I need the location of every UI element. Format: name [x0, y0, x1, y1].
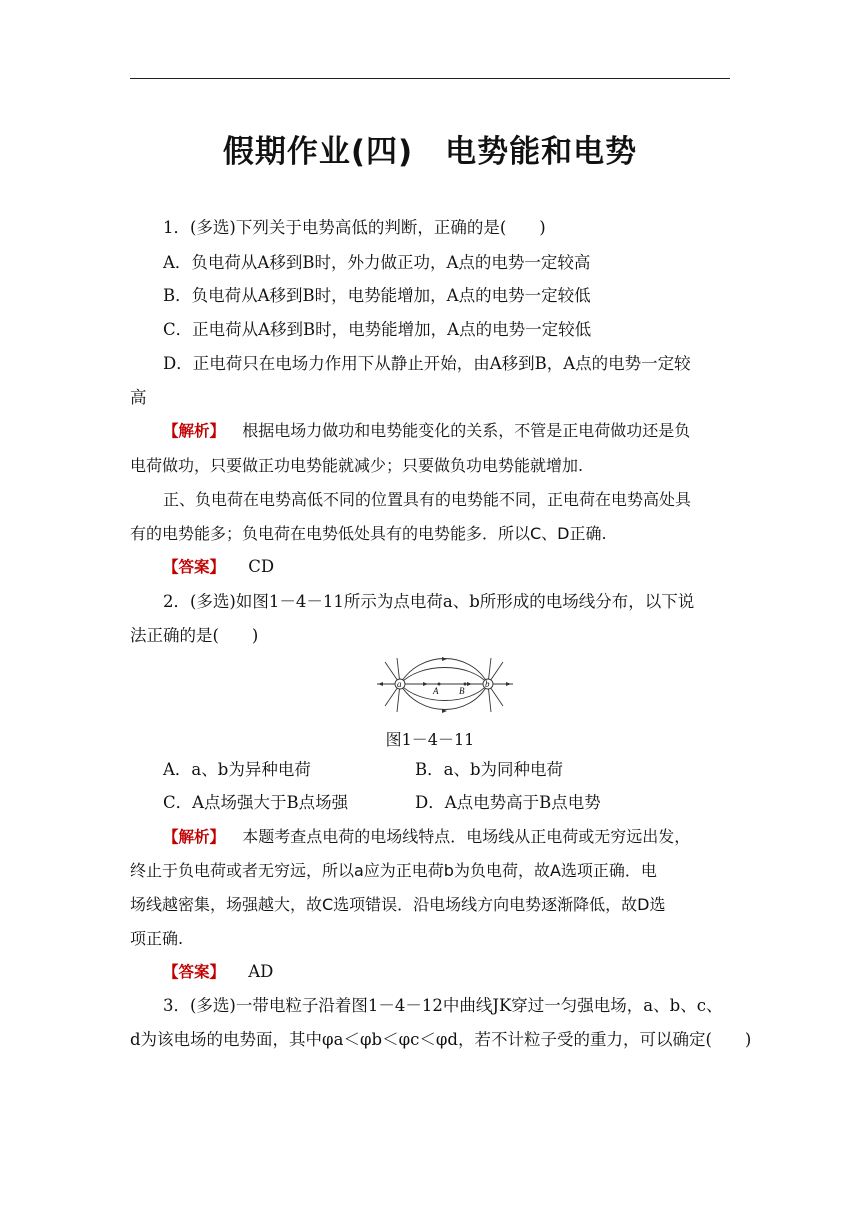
- arrow-right: [506, 682, 511, 686]
- label-b: b: [485, 679, 490, 689]
- q2-option-d: D．A点电势高于B点电势: [415, 793, 601, 812]
- q1-answer-tag: 【答案】: [163, 558, 226, 576]
- label-A: A: [433, 686, 439, 696]
- figure-caption: 图1－4－11: [385, 730, 475, 749]
- q2-analysis-line1: [163, 827, 690, 847]
- q3-stem-line2: d为该电场的电势面，其中φa＜φb＜φc＜φd，若不计粒子受的重力，可以确定( ): [130, 1030, 752, 1049]
- q1-option-d-cont: 高: [130, 388, 147, 407]
- q2-option-c: C．A点场强大于B点场强: [163, 793, 349, 812]
- page-title: 假期作业(四) 电势能和电势: [222, 134, 638, 170]
- field-line-bottom-inner: [400, 684, 488, 701]
- field-line-top-outer: [400, 659, 488, 685]
- arrow-top: [442, 657, 447, 661]
- field-line-top-inner: [400, 668, 488, 685]
- q2-analysis-line4: 项正确.: [130, 929, 184, 948]
- q1-answer-line: [163, 557, 274, 577]
- q2-answer-tag: 【答案】: [163, 963, 226, 981]
- q2-analysis-line2: 终止于负电荷或者无穷远，所以a应为正电荷b为负电荷，故A选项正确．电: [130, 861, 657, 880]
- q2-option-b: B．a、b为同种电荷: [415, 760, 564, 779]
- q2-analysis-text1: 本题考查点电荷的电场线特点．电场线从正电荷或无穷远出发，: [242, 827, 691, 846]
- q1-option-b: B．负电荷从A移到B时，电势能增加，A点的电势一定较低: [163, 286, 591, 305]
- q2-option-a: A．a、b为异种电荷: [163, 760, 311, 779]
- arrow-axis-2: [467, 682, 472, 686]
- figure-electric-field-lines: [375, 652, 515, 724]
- field-line-bottom-outer: [400, 684, 488, 710]
- q2-answer: AD: [248, 962, 274, 981]
- q1-analysis-line4: 有的电势能多；负电荷在电势低处具有的电势能多．所以C、D正确.: [130, 524, 607, 543]
- arrow-axis-1: [423, 682, 428, 686]
- q1-analysis-line2: 电荷做功，只要做正功电势能就减少；只要做负功电势能就增加.: [130, 456, 584, 475]
- q2-stem-line2: 法正确的是( ): [130, 626, 259, 645]
- label-B: B: [459, 686, 465, 696]
- header-rule: [130, 78, 730, 79]
- q1-analysis-tag: 【解析】: [163, 422, 226, 440]
- q2-analysis-line3: 场线越密集，场强越大，故C选项错误．沿电场线方向电势逐渐降低，故D选: [130, 895, 666, 914]
- q1-answer: CD: [248, 557, 275, 576]
- q1-stem: 1．(多选)下列关于电势高低的判断，正确的是( ): [163, 218, 546, 237]
- q3-stem-line1: 3．(多选)一带电粒子沿着图1－4－12中曲线JK穿过一匀强电场，a、b、c、: [163, 996, 723, 1015]
- q1-option-a: A．负电荷从A移到B时，外力做正功，A点的电势一定较高: [163, 253, 591, 272]
- q1-analysis-text1: 根据电场力做功和电势能变化的关系，不管是正电荷做功还是负: [242, 421, 691, 440]
- q2-answer-line: [163, 962, 273, 982]
- q1-option-c: C．正电荷从A移到B时，电势能增加，A点的电势一定较低: [163, 320, 592, 339]
- label-a: a: [397, 679, 402, 689]
- arrow-left: [378, 682, 383, 686]
- q1-analysis-line1: [163, 421, 690, 441]
- q2-analysis-tag: 【解析】: [163, 828, 226, 846]
- q1-option-d: D．正电荷只在电场力作用下从静止开始，由A移到B，A点的电势一定较: [163, 354, 691, 373]
- q1-analysis-line3: 正、负电荷在电势高低不同的位置具有的电势能不同，正电荷在电势高处具: [163, 490, 692, 509]
- q2-stem-line1: 2．(多选)如图1－4－11所示为点电荷a、b所形成的电场线分布，以下说: [163, 592, 695, 611]
